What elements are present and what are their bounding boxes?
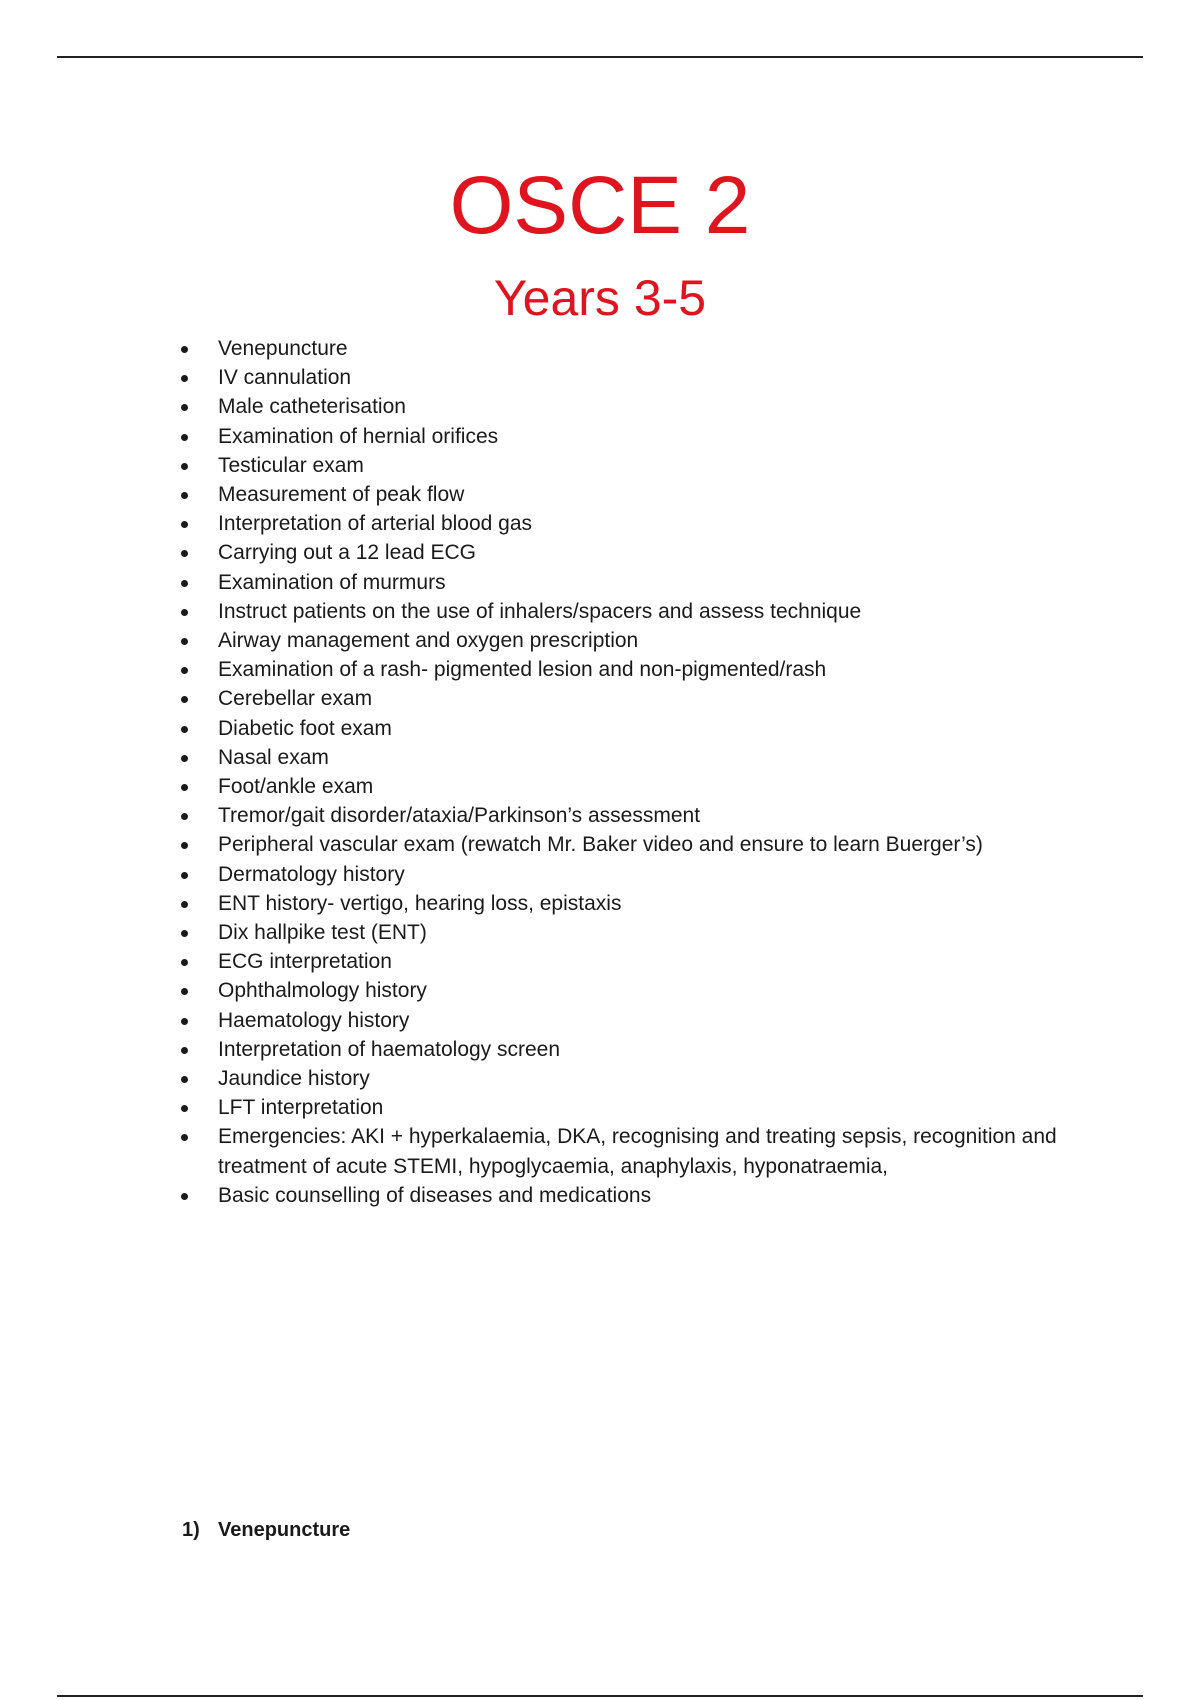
bullet-icon	[181, 609, 188, 616]
list-item	[177, 626, 1077, 655]
bullet-icon	[181, 667, 188, 674]
list-item	[177, 451, 1077, 480]
bullet-icon	[181, 755, 188, 762]
bullet-icon	[181, 726, 188, 733]
list-item-text: Carrying out a 12 lead ECG	[218, 541, 476, 565]
list-item-text: ENT history- vertigo, hearing loss, epistaxis	[218, 891, 622, 915]
list-item-text: Ophthalmology history	[218, 979, 427, 1003]
bullet-icon	[181, 1076, 188, 1083]
list-item	[177, 684, 1077, 713]
list-item-text: Dix hallpike test (ENT)	[218, 921, 427, 945]
document-subtitle: Years 3-5	[493, 270, 707, 326]
footer-rule	[57, 1695, 1143, 1697]
list-item-text: Dermatology history	[218, 862, 405, 886]
list-item-text: Instruct patients on the use of inhalers/spacers and assess technique	[218, 599, 862, 623]
bullet-icon	[181, 959, 188, 966]
bullet-icon	[181, 988, 188, 995]
list-item	[177, 1064, 1077, 1093]
list-item-text: Examination of a rash- pigmented lesion and non-pigmented/rash	[218, 658, 827, 682]
list-item-text: Male catheterisation	[218, 395, 406, 419]
list-item	[177, 363, 1077, 392]
list-item	[177, 597, 1077, 626]
list-item-text: ECG interpretation	[218, 950, 392, 974]
bullet-icon	[181, 696, 188, 703]
document-title: OSCE 2	[449, 160, 751, 251]
list-item	[177, 1181, 1077, 1210]
list-item	[177, 334, 1077, 363]
list-item	[177, 976, 1077, 1005]
bullet-icon	[181, 872, 188, 879]
list-item-text: IV cannulation	[218, 366, 352, 390]
list-item	[177, 1035, 1077, 1064]
list-item-text: Basic counselling of diseases and medications	[218, 1183, 652, 1207]
bullet-icon	[181, 463, 188, 470]
list-item	[177, 860, 1077, 889]
bullet-icon	[181, 842, 188, 849]
list-item	[177, 947, 1077, 976]
bullet-icon	[181, 404, 188, 411]
list-item-text: Testicular exam	[218, 453, 364, 477]
list-item	[177, 772, 1077, 801]
list-item	[177, 1093, 1077, 1122]
list-item-text: Emergencies: AKI + hyperkalaemia, DKA, recognising and treating sepsis, recognition and treatment of acute STEMI, hypoglycaemia, anaphylaxis, hyponatraemia,	[218, 1125, 1057, 1178]
bullet-icon	[181, 930, 188, 937]
bullet-icon	[181, 813, 188, 820]
header-rule	[57, 56, 1143, 58]
list-item-text: Interpretation of arterial blood gas	[218, 512, 533, 536]
list-item	[177, 830, 1077, 859]
bullet-icon	[181, 521, 188, 528]
bullet-icon	[181, 1047, 188, 1054]
bullet-icon	[181, 550, 188, 557]
list-item-text: Haematology history	[218, 1008, 410, 1032]
list-item	[177, 538, 1077, 567]
topic-list	[177, 334, 1077, 1210]
list-item-text: Cerebellar exam	[218, 687, 373, 711]
list-item	[177, 743, 1077, 772]
list-item-text: Foot/ankle exam	[218, 775, 374, 799]
list-item	[177, 568, 1077, 597]
list-item-text: LFT interpretation	[218, 1096, 384, 1120]
bullet-icon	[181, 434, 188, 441]
bullet-icon	[181, 1018, 188, 1025]
list-item	[177, 889, 1077, 918]
bullet-icon	[181, 1134, 188, 1141]
list-item-text: Venepuncture	[218, 337, 348, 360]
list-item-text: Tremor/gait disorder/ataxia/Parkinson’s assessment	[218, 804, 701, 828]
list-item-text: Nasal exam	[218, 745, 329, 769]
list-item	[177, 509, 1077, 538]
bullet-icon	[181, 901, 188, 908]
list-item-text: Peripheral vascular exam (rewatch Mr. Baker video and ensure to learn Buerger’s)	[218, 833, 983, 857]
list-item	[177, 1122, 1068, 1180]
bullet-icon	[181, 1193, 188, 1200]
list-item	[177, 714, 1077, 743]
list-item	[177, 1006, 1077, 1035]
bullet-icon	[181, 375, 188, 382]
list-item-text: Diabetic foot exam	[218, 716, 392, 740]
bullet-icon	[181, 346, 188, 353]
list-item	[177, 801, 1077, 830]
section-heading	[182, 1516, 350, 1544]
bullet-icon	[181, 1105, 188, 1112]
bullet-icon	[181, 492, 188, 499]
list-item	[177, 655, 1077, 684]
list-item-text: Examination of hernial orifices	[218, 424, 499, 448]
list-item-text: Examination of murmurs	[218, 570, 446, 594]
bullet-icon	[181, 784, 188, 791]
section-title: Venepuncture	[218, 1519, 351, 1541]
bullet-icon	[181, 638, 188, 645]
list-item-text: Interpretation of haematology screen	[218, 1037, 561, 1061]
list-item	[177, 918, 1077, 947]
list-item	[177, 480, 1077, 509]
list-item	[177, 392, 1077, 421]
list-item	[177, 422, 1077, 451]
list-item-text: Measurement of peak flow	[218, 483, 465, 507]
section-number: 1)	[182, 1519, 200, 1541]
list-item-text: Airway management and oxygen prescription	[218, 629, 639, 653]
bullet-icon	[181, 580, 188, 587]
list-item-text: Jaundice history	[218, 1067, 370, 1091]
